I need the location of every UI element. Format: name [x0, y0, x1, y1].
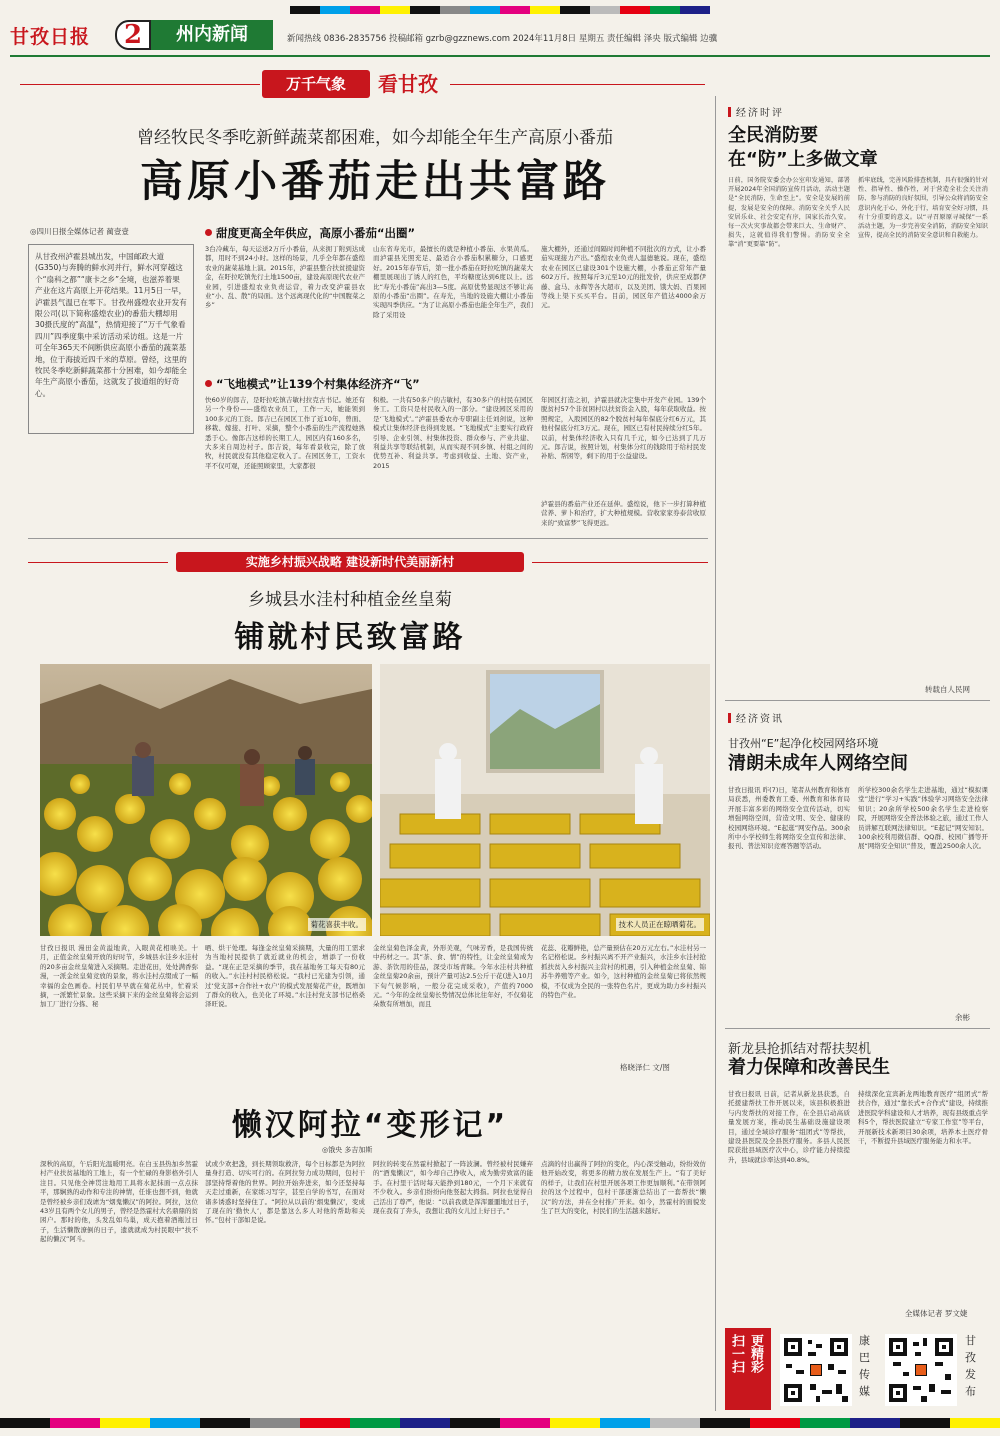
qr-label-ganzi: 甘孜发布 [965, 1334, 976, 1398]
story2-credit: 格晓泽仁 文/图 [620, 1063, 670, 1072]
story1-text-col-6: 年园区打造之初，泸霍县就决定集中开发产业园。139个脱贫村57个非贫困村以扶贫资金入股，每年获取收益。按照规定，入股园区的82个脱贫村每年保底分红6万元，其他村保底分红3万元。现在，园区已有村民持续分红5年。以前，村集体经济收入只有几千元，如今已达到了几万元。郎吉说，按照计划，村集体分红的钱除用于给村民发补贴、帮困等，剩下的用于公益建设。 [541, 396, 706, 461]
story3-text-col-2: 试或少欢把盏，到长期领取救济，每个日标都是为阿拉量身打造、切实可行的。在阿拉努力成功期间，包村干部坚持帮着他的世界。阿拉开始奔进来，如今还坚持每天走过重新，在家练习写字，甚至自学的书写，在面对诸多诱惑时坚持住了。“阿拉从以前的‘烟鬼懒汉’，变成了现在的‘勤快人’，都是靠这么多人对他的帮助和关怀。”包村干部如是说。 [205, 1160, 365, 1225]
story2-headline: 铺就村民致富路 [234, 620, 466, 655]
news2-text-col-2: 持续深化宜宾新龙两地教育医疗“组团式”帮扶合作，通过“靠长式+合作式”建设，持续推进医院学科建设和人才培养，现有县级重点学科5个，帮扶医院建立“专家工作室”等平台，开展新技术新项目30余项，培养本土医疗骨干，不断提升县域医疗服务能力和水平。 [858, 1090, 988, 1146]
story2-text-col-2: 晒、烘干处理。每逢金丝皇菊采摘期，大量的用工需求为当地村民提供了就近就业的机会，增添了一份收益。“现在正是采摘的季节，我在基地务工每天有80元的收入。”水洼村村民格松说。“我村已光建为引领，通过‘党支部+合作社+农户’的模式发展菊花产业，既增加了群众的收入，也美化了环境。”水洼村党支部书记格桑泽旺说。 [205, 944, 365, 1009]
field-photo-graphic [40, 664, 372, 936]
story1-banner-right: 看甘孜 [378, 72, 438, 96]
story-divider [28, 538, 708, 539]
story2-text-col-4: 花蕊、花瓣鲜艳，总产量预估在20万元左右。”水洼村另一名记格松说。乡村振兴离不开产业振兴，水洼乡水洼村抢抓扶贫入乡村振兴主营村的机遇，引入种植金丝皇菊、锦苏牛养殖等产业。如今，这村种植的金丝皇菊已将依然规模，不仅成为全民的一张特色名片，更成为助力乡村振兴的特色产业。 [541, 944, 706, 1000]
column-tag-news: 经济资讯 [728, 710, 784, 725]
photo-caption-1: 菊花喜获丰收。 [308, 918, 367, 931]
chrysanthemum-field-photo [40, 664, 372, 936]
story2-subtitle: 乡城县水洼村种植金丝皇菊 [248, 590, 452, 610]
photo-caption-2: 技术人员正在晾晒菊花。 [616, 918, 705, 931]
column-divider [715, 96, 716, 1411]
story3-headline: 懒汉阿拉“变形记” [231, 1108, 509, 1143]
banner-rule-left [28, 562, 168, 563]
newspaper-logo: 甘孜日报 [10, 26, 91, 48]
story3-text-col-4: 点滴的付出赢得了阿拉的变化，内心深受触动，纷纷效仿他开始改变，将更多的精力放在发展生产上。“有了美好的样子，让我们在村里开展各项工作更加顺利。”在带领阿拉的这个过程中，包村干部逐渐总结出了一套帮扶“懒汉”的方法，并在全村推广开来。如今，然霍村的面貌发生了巨大的变化，村民们的生活越来越好。 [541, 1160, 706, 1216]
qr-code-ganzi[interactable] [885, 1334, 957, 1406]
scan-promo [725, 1328, 771, 1410]
news1-text-col-1: 甘孜日报讯 昨(7)日，笔者从州教育和体育局获悉，州委教育工委、州教育和体育局开展丰富多彩的网络安全宣传活动，切实增强网络空间，营造文明、安全、健康的校园网络环境。“E起逛”网安作品。300余所中小学校师生将网络安全宣传和法律、报刊、普法知识竞赛答题等活动。 [728, 786, 850, 851]
qr-block [725, 1328, 990, 1410]
news1-credit: 余彬 [955, 1013, 970, 1022]
story1-subhead-1: 甜度更高全年供应，高原小番茄“出圈” [205, 225, 415, 241]
story1-text-col-4: 快60岁的郎吉，是盱拉吃镇吉敏村拉克古书记。她还有另一个身份——盛煌农业员工，工作一天，她能领到100多元的工资。郎吉已在园区工作了近10年，曾面、移栽、嫁接、打叶、采摘，整个小番茄的生产流程她熟悉于心。像郎吉这样的长期工人，园区内有160多名，大多来自周边村子。郎吉说，每年看景收完，除了放牧，村民就没有其他稳定收入了。在园区务工，工资水平不仅可观，还能照顾家里，大家都很 [205, 396, 365, 470]
scan-label: 扫一扫 [729, 1334, 744, 1373]
story1-text-col-2: 山东省寿光市，最擅长的就是种植小番茄、水果黄瓜。而泸霍县光照充足、最适合小番茄积累糖分，口感更好。2015年春节后，第一批小番茄在盱拉吃镇的蔬菜大棚里展现出了诱人的红色，平均糖度达到6度以上。远比“寿光小番茄”高出3—5度。高原优势显现这不够让高原的小番茄“出圈”。在寿光，当地的设施大棚让小番茄实现四季供应。“为了让高原小番茄也能全年生产，我们除了采用设 [373, 245, 533, 319]
story1-text-col-5: 积极。一共有50多户的吉敏村，有30多户的村民在园区务工。工资只是村民收入的一部分。“建设园区采用的是‘飞地模式’。”泸霍县委农办专职副主任刘剑说，这种模式让集体经济也得到发展。“飞地模式”主要实行政府引导、企业引领、村集体投资、群众参与、产业共建、利益共享等联结机制，从而实现不同乡镇、村组之间的优势互补、利益共享。考虑到收益、土地、资产业，2015 [373, 396, 533, 470]
story3-byline: ◎饿央 多吉加斯 [322, 1146, 373, 1154]
section-title: 州内新闻 [151, 20, 273, 50]
qr-label-kangba: 康巴传媒 [859, 1334, 870, 1398]
news2-headline: 着力保障和改善民生 [728, 1057, 890, 1078]
banner-rule-left [20, 84, 260, 85]
news2-credit: 全媒体记者 罗文婕 [905, 1309, 968, 1318]
story3-text-col-3: 阿拉的转变在然霍村掀起了一阵波澜。曾经被村民嫌弃的“酒鬼懒汉”，如今却自己挣收入，成为勤劳致富的能手。在村里干活时每天能挣到180元，一个月下来就有不少收入。乡亲们纷纷向他竖起大拇指。阿拉也觉得自己活出了尊严，他说：“以前我就是浑浑噩噩地过日子，现在我有了奔头，我想让我的女儿过上好日子。” [373, 1160, 533, 1216]
footer-color-strip [0, 1418, 1000, 1428]
drying-room-photo [380, 664, 710, 936]
header-rule [10, 55, 990, 57]
story2-text-col-1: 甘孜日报讯 漫田金黄溢地黄，入眼黄花相映美。十月，正值金丝皇菊开放的好时节，乡城县水洼乡水洼村的20多亩金丝皇菊进入采摘期。走进花田，处处满香弥漫，一派金丝皇菊竞放的景象，将水洼村点缀成了一幅幸福的金色画卷。村民们早早就在菊花丛中，忙着采摘，一派繁忙景象。这些采摘下来的金丝皇菊将会运到加工厂进行分拣、秘 [40, 944, 198, 1009]
commentary-text-col-2: 抓牢底线，完善风险排查机制，具有很强的针对性、指导性、操作性，对于营造全社会关注消防、参与消防的良好氛围，引导公众将消防安全意识内化于心、外化于行，培育安全好习惯，具有十分重要的意义。以“寻召原原寻城保”一系活动主题，为一步完善安全消防，消防安全知识宣传，提高全民的消防安全意识和自救能力。 [858, 177, 988, 240]
story1-subtitle: 曾经牧民冬季吃新鲜蔬菜都困难，如今却能全年生产高原小番茄 [137, 128, 613, 148]
header-info: 新闻热线 0836-2835756 投稿邮箱 gzrb@gzznews.com 2024年11月8日 星期五 责任编辑 泽央 版式编辑 边骥 [287, 34, 718, 44]
page-number: 2 [115, 20, 151, 50]
story3-text-col-1: 深秋的高原，午后阳光温暖明亮。在白玉县热加乡然霍村产业扶贫基地的工地上，有一个忙碌的身影格外引人注目。只见他全神贯注地用工具将水泥抹面一点点抹平，那娴熟的动作和专注的神情，任谁也想不到，他就是曾经被乡亲们戏谑为“烟鬼懒汉”的阿拉。阿拉，这位43岁且有两个女儿的男子，曾经是然霍村大名鼎鼎的贫困户。那时的他，头发乱如鸟巢，成天抱着酒瓶过日子，生活懒散潦倒的日子，遗就就成为村民眼中“扶不起的懒汉”阿斗。 [40, 1160, 198, 1244]
drying-photo-graphic [380, 664, 710, 936]
color-registration-bar [290, 6, 710, 14]
news2-subtitle: 新龙县抢抓结对帮扶契机 [728, 1042, 872, 1057]
story1-text-col-7: 泸霍县的番茄产业还在延伸。盛煌说，他下一步打算种植营养、萝卜和治疗，扩大种植规模。营收家家券泰营收原来的“致富梦”飞得更远。 [541, 500, 706, 527]
story1-headline: 高原小番茄走出共富路 [140, 157, 610, 207]
right-divider [725, 700, 990, 701]
qr-code-kangba[interactable] [780, 1334, 852, 1406]
banner-rule-right [532, 562, 708, 563]
news1-headline: 清朗未成年人网络空间 [728, 753, 908, 774]
news1-text-col-2: 所学校300余名学生走进基地，通过“模拟课堂”进行“学习+实践”体验学习网络安全法律知识；20余所学校500余名学生走进检察院，开展网络安全普法体验之旅，通过工作人员讲解互联网法律知识。“E起记”网安知识。100余校利用微信群、QQ群、校园广播等开展“网络安全知识”普及，覆盖2500余人次。 [858, 786, 988, 851]
story1-lead-box: 从甘孜州泸霍县城出发，中国邮政大道(G350)与奔腾的鲜水河并行，鲜水河穿越这个“扇科之都”“康卡之乡”全境，也滋养着果产业在这片高原上开花结果。11月5日一早，泸霍县气温已在零下。甘孜州盛煌农业开发有限公司(以下简称盛煌农业)的番茄大棚却用30摄氏度的“高温”，热情迎接了“万千气象看四川”四季度集中采访活动采访组。这是一片可全年365天不间断供应高原小番茄的蔬菜基地，位于海拔近四千米的草原。曾经，这里的牧民冬季吃新鲜蔬菜都十分困难，如今却能全年生产高原小番茄，这就发了拔道组的好奇心。 [28, 244, 194, 434]
right-divider [725, 1028, 990, 1029]
story1-banner: 万千气象 [262, 70, 370, 98]
commentary-headline: 全民消防要在“防”上多做文章 [728, 125, 878, 170]
commentary-text-col-1: 日前，国务院安委会办公室印发通知，部署开展2024年全国消防宣传月活动，活动主题是“全民消防，生命至上”。安全是发展的前提，发展是安全的保障。消防安全关乎人民安居乐业、社会安定有序，国家长治久安。每一次火灾事故都会带来巨大、生命财产、损失，这就值得我们警惕。消防安全全靠“消”更要靠“防”。 [728, 177, 850, 249]
news2-text-col-1: 甘孜日报讯 日前，记者从新龙县获悉，自托援建帮扶工作开展以来，该县积极推进与内发帮扶的对接工作，在全县启动高质量发展方案，推动民生基础设施建设项目，通过全域诊疗服务“组团式”等帮扶，建设县医院及全县医疗服务。多县人民医院获批县域医疗次中心，诊疗能力持续提升，县域就诊率达到40.8%。 [728, 1090, 850, 1164]
story1-text-col-1: 3台冷藏车，每天运送2万斤小番茄，从来拥丁附到达成都，用时不到24小时。这样的场景，几乎全年都在盛煌农业的蔬菜基地上演。2015年，泸霍县整合扶贫援建资金，在盱拉吃镇先行土地1500亩，建设高原现代农业产业园，引进盛煌农业负责运营，着力改变泸霍县农业“小、乱、散”的局面。这个远离现代化的“中国腹菜之乡” [205, 245, 365, 310]
news1-subtitle: 甘孜州“E”起净化校园网络环境 [728, 737, 879, 750]
story2-text-col-3: 金丝皇菊色泽金黄，外形美观，气味芳香，是我国传统中药材之一。其“茶、食、情”的特性，让金丝皇菊成为游、茶饮用的佳品，深受市场青睐。今年水洼村共种植金丝皇菊20余亩，预计产量可达2.5公斤干花(进入10月下旬气候影响，一般分花完成采收)，产值约7000元。“今年的金丝皇菊长势情况总体比往年好，不仅菊花朵数有所增加，而且 [373, 944, 533, 1009]
story1-subhead-2: “飞地模式”让139个村集体经济齐“飞” [205, 376, 420, 392]
more-label: 更精彩 [748, 1334, 763, 1373]
story1-text-col-3: 施大棚外，还通过间隔时间种植不同批次的方式，让小番茄实现接力产出。”盛煌农业负责人温德驰说。现在，盛煌农业在园区已建设301个设施大棚，小番茄正常年产量602万斤。按照每斤3元至10元的批发价，供应至成都伊藤、盒马、永辉等各大超市，以及美团、饿大妈、百果园等线上渠下买买平台。目前，园区年产值达4000余万元。 [541, 245, 706, 310]
commentary-credit: 转载自人民网 [925, 685, 970, 694]
column-tag-commentary: 经济时评 [728, 104, 784, 119]
story2-banner: 实施乡村振兴战略 建设新时代美丽新村 [176, 552, 524, 572]
story1-byline: ◎四川日报全媒体记者 蔺壹壹 [30, 227, 129, 236]
banner-rule-right [450, 84, 705, 85]
